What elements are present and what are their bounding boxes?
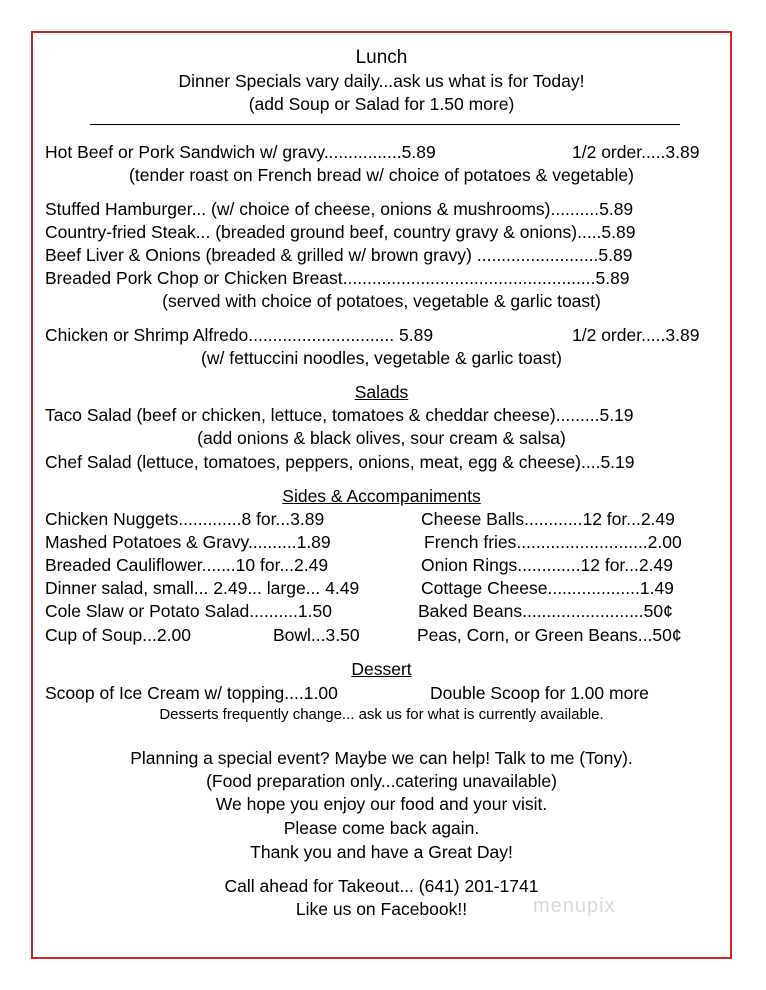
side-right-item: French fries...........................2.00 <box>424 532 682 552</box>
side-left-item: Mashed Potatoes & Gravy..........1.89 <box>45 532 331 552</box>
side-left-item: Chicken Nuggets.............8 for...3.89 <box>45 509 325 529</box>
menu-item-beef-liver: Beef Liver & Onions (breaded & grilled w/ brown gravy) .........................5.89 <box>45 245 633 265</box>
dessert-note: Desserts frequently change... ask us for what is currently available. <box>159 706 604 723</box>
menu-item-alfredo-desc: (w/ fettuccini noodles, vegetable & garlic toast) <box>201 348 562 368</box>
footer-line: Thank you and have a Great Day! <box>250 842 513 862</box>
side-right-item: Baked Beans.........................50¢ <box>418 601 673 621</box>
menu-item-alfredo: Chicken or Shrimp Alfredo.............................. 5.89 <box>45 325 434 345</box>
footer-line: We hope you enjoy our food and your visit. <box>215 794 548 814</box>
menu-item-hot-beef-desc: (tender roast on French bread w/ choice of potatoes & vegetable) <box>129 165 634 185</box>
side-bowl-of-soup: Bowl...3.50 <box>273 625 360 645</box>
side-left-item: Dinner salad, small... 2.49... large... 4.49 <box>45 578 360 598</box>
served-with-note: (served with choice of potatoes, vegetable & garlic toast) <box>162 291 601 311</box>
watermark: menupix <box>533 895 616 917</box>
footer-line: (Food preparation only...catering unavailable) <box>206 771 557 791</box>
menu-item-pork-chop: Breaded Pork Chop or Chicken Breast....................................................5.89 <box>45 268 630 288</box>
side-right-item: Cottage Cheese...................1.49 <box>421 578 674 598</box>
menu-title: Lunch <box>355 47 408 68</box>
footer-line: Please come back again. <box>283 818 480 838</box>
takeout-phone: Call ahead for Takeout... (641) 201-1741 <box>224 876 539 896</box>
side-right-item: Onion Rings.............12 for...2.49 <box>421 555 673 575</box>
menu-item-alfredo-half: 1/2 order.....3.89 <box>572 325 700 345</box>
side-left-item: Breaded Cauliflower.......10 for...2.49 <box>45 555 329 575</box>
facebook-note: Like us on Facebook!! <box>295 899 468 919</box>
menu-item-taco-salad-desc: (add onions & black olives, sour cream & salsa) <box>197 428 566 448</box>
side-right-item: Peas, Corn, or Green Beans...50¢ <box>417 625 682 645</box>
salads-heading: Salads <box>354 382 409 402</box>
soup-salad-addon: (add Soup or Salad for 1.50 more) <box>248 94 515 114</box>
side-left-item: Cole Slaw or Potato Salad..........1.50 <box>45 601 332 621</box>
footer-line: Planning a special event? Maybe we can help! Talk to me (Tony). <box>130 748 633 768</box>
dessert-double-scoop: Double Scoop for 1.00 more <box>430 683 649 703</box>
menu-item-chef-salad: Chef Salad (lettuce, tomatoes, peppers, onions, meat, egg & cheese)....5.19 <box>45 452 635 472</box>
menu-item-country-fried-steak: Country-fried Steak... (breaded ground beef, country gravy & onions).....5.89 <box>45 222 636 242</box>
sides-heading: Sides & Accompaniments <box>282 486 481 506</box>
dessert-scoop: Scoop of Ice Cream w/ topping....1.00 <box>45 683 338 703</box>
header-divider <box>90 124 680 125</box>
dessert-heading: Dessert <box>351 659 412 679</box>
menu-item-hot-beef-half: 1/2 order.....3.89 <box>572 142 700 162</box>
menu-item-taco-salad: Taco Salad (beef or chicken, lettuce, tomatoes & cheddar cheese).........5.19 <box>45 405 634 425</box>
side-left-item: Cup of Soup...2.00 <box>45 625 191 645</box>
menu-item-hot-beef: Hot Beef or Pork Sandwich w/ gravy................5.89 <box>45 142 436 162</box>
dinner-specials-note: Dinner Specials vary daily...ask us what is for Today! <box>178 71 585 91</box>
menu-item-stuffed-hamburger: Stuffed Hamburger... (w/ choice of cheese, onions & mushrooms)..........5.89 <box>45 199 634 219</box>
side-right-item: Cheese Balls............12 for...2.49 <box>421 509 675 529</box>
